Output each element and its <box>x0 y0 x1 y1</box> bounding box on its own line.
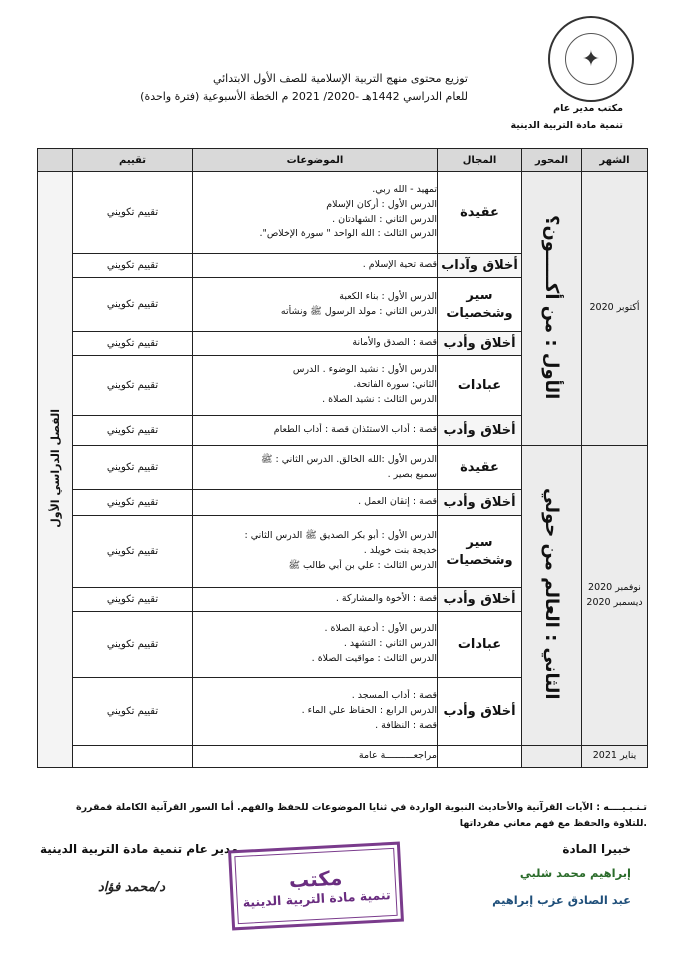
field-cell: عقيدة <box>438 172 522 254</box>
assessment-cell: تقييم تكويني <box>73 490 193 516</box>
topic-line: قصة : النظافة . <box>375 719 437 731</box>
stamp-border <box>234 848 397 924</box>
topics-cell <box>193 332 438 356</box>
term-cell <box>38 172 73 768</box>
topic-line: خديجة بنت خويلد . <box>363 545 437 557</box>
topics-cell <box>193 356 438 416</box>
curriculum-table <box>37 148 648 768</box>
experts-title: خبيرا المادة <box>562 842 631 856</box>
topic-line: الدرس الثالث : مواقيت الصلاة . <box>311 652 437 664</box>
office-label: مكتب مدير عام <box>553 103 623 114</box>
topic-line: الدرس الرابع : الحفاظ علي الماء . <box>301 705 437 717</box>
field-cell: أخلاق وآداب <box>438 254 522 278</box>
topic-line: الدرس الثالث : الله الواحد " سورة الإخلاص". <box>259 228 437 240</box>
assessment-cell <box>73 746 193 768</box>
unit-cell <box>522 446 582 746</box>
stamp-line-1: مكتب <box>288 865 343 892</box>
expert-name-1: إبراهيم محمد شلبي <box>519 866 631 880</box>
topic-line: الدرس الأول :الله الخالق. الدرس الثاني : ﷺ <box>260 453 437 465</box>
field-cell: أخلاق وأدب <box>438 678 522 746</box>
topic-line: قصة : أداب المسجد . <box>351 690 437 702</box>
topic-line: الثاني: سورة الفاتحة. <box>353 379 437 391</box>
topics-cell <box>193 254 438 278</box>
field-cell: عبادات <box>438 612 522 678</box>
assessment-cell: تقييم تكويني <box>73 446 193 490</box>
topic-line: الدرس الأول : أبو بكر الصديق ﷺ الدرس الثاني : <box>244 530 437 542</box>
topics-cell <box>193 172 438 254</box>
topic-line: الدرس الثالث : علي بن أبي طالب ﷺ <box>288 559 437 571</box>
topic-line: الدرس الأول : أدعية الصلاة . <box>324 623 437 635</box>
topic-line: قصة : الصدق والأمانة <box>352 337 437 349</box>
topics-cell <box>193 516 438 588</box>
doc-title: توزيع محتوى منهج التربية الإسلامية للصف الأول الابتدائي <box>212 72 468 85</box>
topics-cell <box>193 612 438 678</box>
expert-name-2: عبد الصادق عزب إبراهيم <box>492 893 631 907</box>
table-row <box>38 446 648 490</box>
header-topics: الموضوعات <box>193 149 438 172</box>
department-label: تنمية مادة التربية الدينية <box>510 120 623 131</box>
unit-label: الأول : من أكـــــون؟ <box>541 214 562 400</box>
field-cell: عبادات <box>438 356 522 416</box>
table-header-row <box>38 149 648 172</box>
topic-line: قصة : أداب الاستئذان قصة : أداب الطعام <box>273 424 437 436</box>
topic-line: الدرس الثالث : نشيد الصلاة . <box>322 393 437 405</box>
assessment-cell: تقييم تكويني <box>73 612 193 678</box>
topic-line: الدرس الثاني : الشهادتان . <box>332 213 437 225</box>
header-month: الشهر <box>582 149 648 172</box>
field-cell <box>438 746 522 768</box>
header-field: المجال <box>438 149 522 172</box>
assessment-cell: تقييم تكويني <box>73 278 193 332</box>
doc-subtitle: للعام الدراسي 1442هـ -2020/ 2021 م الخطة الأسبوعية (فترة واحدة) <box>140 90 468 103</box>
assessment-cell: تقييم تكويني <box>73 356 193 416</box>
review-cell: مراجعــــــــــة عامة <box>193 746 438 768</box>
topic-line: تمهيد - الله ربي. <box>372 184 437 196</box>
assessment-cell: تقييم تكويني <box>73 332 193 356</box>
topic-line: قصة : الأخوة والمشاركة . <box>335 593 437 605</box>
month-label: ديسمبر 2020 <box>586 596 643 608</box>
topics-cell <box>193 490 438 516</box>
month-cell <box>582 172 648 446</box>
eagle-emblem-icon: ✦ <box>565 33 617 85</box>
topic-line: سميع بصير . <box>387 468 437 480</box>
topics-cell <box>193 678 438 746</box>
field-cell: سير وشخصيات <box>438 516 522 588</box>
assessment-cell: تقييم تكويني <box>73 254 193 278</box>
table-row <box>38 746 648 768</box>
note-line-1: تـنـبـيــــه : الآيات القرآنية والأحاديث النبوية الواردة في ثنايا الموضوعات للحفظ والفهم. أما السور القرآنية الكاملة فمقررة <box>75 802 647 813</box>
note-line-2: للتلاوة والحفظ مع فهم معاني مفرداتها. <box>459 818 647 829</box>
header-term <box>38 149 73 172</box>
topic-line: الدرس الثاني : مولد الرسول ﷺ ونشأته <box>280 305 437 317</box>
unit-cell <box>522 172 582 446</box>
assessment-cell: تقييم تكويني <box>73 172 193 254</box>
header-assessment: تقييم <box>73 149 193 172</box>
director-signature: د/محمد فؤاد <box>98 880 166 895</box>
field-cell: أخلاق وأدب <box>438 588 522 612</box>
assessment-cell: تقييم تكويني <box>73 678 193 746</box>
table-row <box>38 172 648 254</box>
ministry-logo <box>548 16 634 102</box>
office-stamp <box>228 842 404 931</box>
topic-line: قصة : إتقان العمل . <box>358 496 437 508</box>
director-title: مدير عام تنمية مادة التربية الدينية <box>40 842 239 856</box>
topics-cell <box>193 416 438 446</box>
month-cell <box>582 446 648 746</box>
header-unit: المحور <box>522 149 582 172</box>
term-label: الفصل الدراسي الأول <box>48 408 62 528</box>
assessment-cell: تقييم تكويني <box>73 516 193 588</box>
assessment-cell: تقييم تكويني <box>73 416 193 446</box>
month-cell: يناير 2021 <box>582 746 648 768</box>
topic-line: الدرس الأول : بناء الكعبة <box>339 290 437 302</box>
stamp-line-2: تنمية مادة التربية الدينية <box>242 886 391 910</box>
field-cell: أخلاق وأدب <box>438 332 522 356</box>
field-cell: أخلاق وأدب <box>438 416 522 446</box>
topics-cell <box>193 278 438 332</box>
field-cell: سير وشخصيات <box>438 278 522 332</box>
topic-line: الدرس الأول : أركان الإسلام <box>326 198 437 210</box>
field-cell: أخلاق وأدب <box>438 490 522 516</box>
topic-line: الدرس الأول : نشيد الوضوء . الدرس <box>292 364 437 376</box>
unit-label: الثاني : العالم من حولي <box>541 488 562 700</box>
assessment-cell: تقييم تكويني <box>73 588 193 612</box>
topics-cell <box>193 446 438 490</box>
topic-line: قصة تحية الإسلام . <box>362 259 437 271</box>
topics-cell <box>193 588 438 612</box>
field-cell: عقيدة <box>438 446 522 490</box>
unit-cell <box>522 746 582 768</box>
month-label: نوفمبر 2020 <box>588 582 641 594</box>
topic-line: الدرس الثاني : التشهد . <box>343 638 437 650</box>
month-label: أكتوبر 2020 <box>589 302 640 314</box>
